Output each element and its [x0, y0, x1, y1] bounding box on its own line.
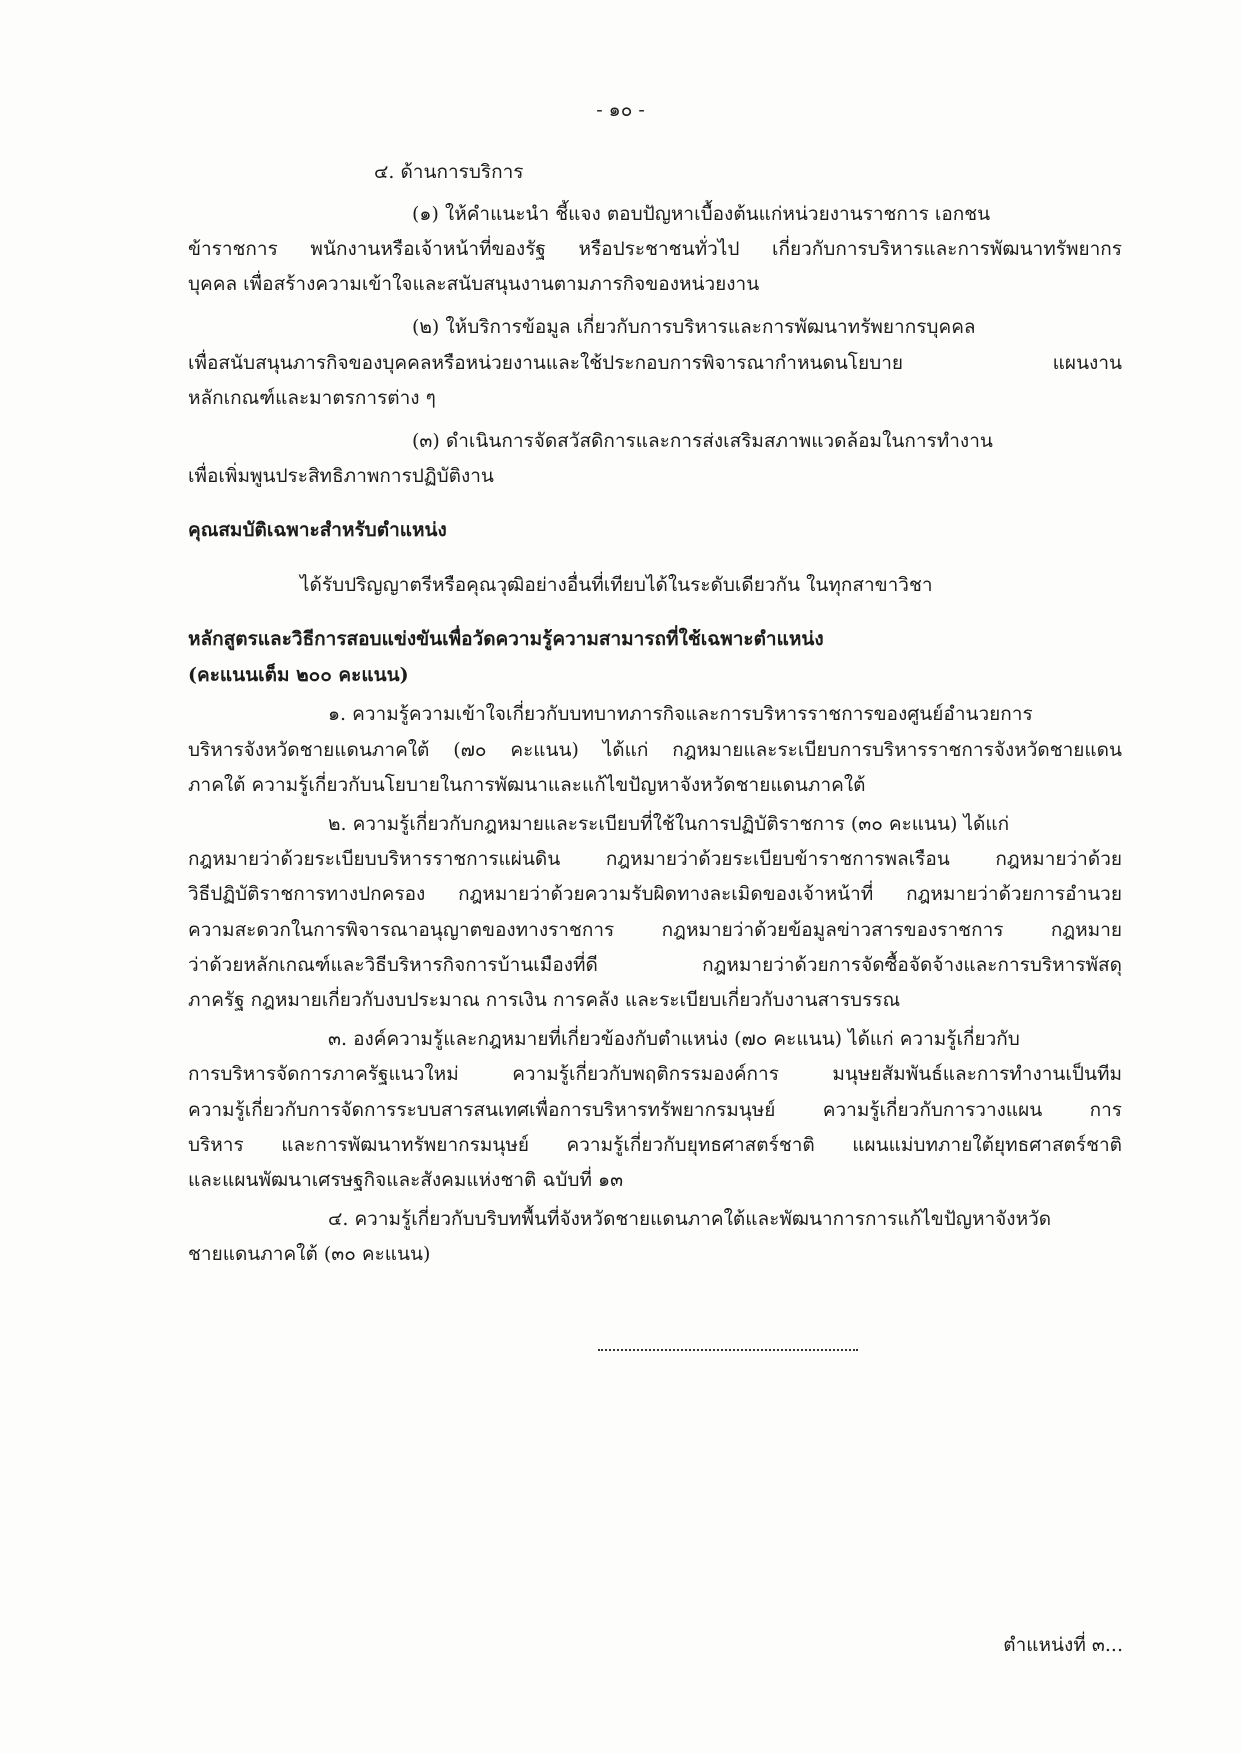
- paragraph-line: ๑. ความรู้ความเข้าใจเกี่ยวกับบทบาทภารกิจและการบริหารราชการของศูนย์อำนวยการ: [328, 703, 1033, 725]
- paragraph-line: ๔. ความรู้เกี่ยวกับบริบทพื้นที่จังหวัดชายแดนภาคใต้และพัฒนาการการแก้ไขปัญหาจังหวัด: [328, 1208, 1052, 1230]
- paragraph-line: ภาครัฐ กฎหมายเกี่ยวกับงบประมาณ การเงิน การคลัง และระเบียบเกี่ยวกับงานสารบรรณ: [188, 989, 901, 1011]
- paragraph-line: กฎหมายว่าด้วยระเบียบบริหารราชการแผ่นดิน กฎหมายว่าด้วยระเบียบข้าราชการพลเรือน กฎหมายว่าด้วย: [188, 848, 1122, 870]
- paragraph-line: ๒. ความรู้เกี่ยวกับกฎหมายและระเบียบที่ใช้ในการปฏิบัติราชการ (๓๐ คะแนน) ได้แก่: [328, 813, 1010, 835]
- continuation-note: ตำแหน่งที่ ๓...: [1003, 1634, 1123, 1656]
- curriculum-subheading: (คะแนนเต็ม ๒๐๐ คะแนน): [188, 664, 409, 686]
- paragraph-line: ชายแดนภาคใต้ (๓๐ คะแนน): [188, 1243, 431, 1265]
- paragraph-line: บุคคล เพื่อสร้างความเข้าใจและสนับสนุนงานตามภารกิจของหน่วยงาน: [188, 273, 760, 295]
- paragraph-line: (๒) ให้บริการข้อมูล เกี่ยวกับการบริหารและการพัฒนาทรัพยากรบุคคล: [412, 316, 976, 338]
- paragraph-line: ภาคใต้ ความรู้เกี่ยวกับนโยบายในการพัฒนาและแก้ไขปัญหาจังหวัดชายแดนภาคใต้: [188, 774, 866, 796]
- paragraph-line: และแผนพัฒนาเศรษฐกิจและสังคมแห่งชาติ ฉบับที่ ๑๓: [188, 1169, 624, 1191]
- section-heading: ๔. ด้านการบริการ: [374, 161, 524, 183]
- page-number: - ๑๐ -: [596, 99, 645, 121]
- paragraph-line: (๓) ดำเนินการจัดสวัสดิการและการส่งเสริมสภาพแวดล้อมในการทำงาน: [412, 430, 993, 452]
- paragraph-line: การบริหารจัดการภาครัฐแนวใหม่ ความรู้เกี่ยวกับพฤติกรรมองค์การ มนุษยสัมพันธ์และการทำงานเป็นทีม: [188, 1063, 1122, 1085]
- paragraph-line: ความสะดวกในการพิจารณาอนุญาตของทางราชการ กฎหมายว่าด้วยข้อมูลข่าวสารของราชการ กฎหมาย: [188, 919, 1122, 941]
- paragraph-line: (๑) ให้คำแนะนำ ชี้แจง ตอบปัญหาเบื้องต้นแก่หน่วยงานราชการ เอกชน: [412, 203, 991, 225]
- end-dotted-line: [598, 1349, 858, 1351]
- paragraph-line: หลักเกณฑ์และมาตรการต่าง ๆ: [188, 387, 436, 409]
- paragraph-line: เพื่อเพิ่มพูนประสิทธิภาพการปฏิบัติงาน: [188, 465, 494, 487]
- curriculum-heading: หลักสูตรและวิธีการสอบแข่งขันเพื่อวัดความรู้ความสามารถที่ใช้เฉพาะตำแหน่ง: [188, 628, 824, 650]
- paragraph-line: บริหาร และการพัฒนาทรัพยากรมนุษย์ ความรู้เกี่ยวกับยุทธศาสตร์ชาติ แผนแม่บทภายใต้ยุทธศาสตร์ชาติ: [188, 1134, 1122, 1156]
- paragraph-line: ความรู้เกี่ยวกับการจัดการระบบสารสนเทศเพื่อการบริหารทรัพยากรมนุษย์ ความรู้เกี่ยวกับการวางแผน การ: [188, 1099, 1122, 1121]
- paragraph-line: บริหารจังหวัดชายแดนภาคใต้ (๗๐ คะแนน) ได้แก่ กฎหมายและระเบียบการบริหารราชการจังหวัดชายแดน: [188, 739, 1122, 761]
- paragraph-line: วิธีปฏิบัติราชการทางปกครอง กฎหมายว่าด้วยความรับผิดทางละเมิดของเจ้าหน้าที่ กฎหมายว่าด้วยการอำนวย: [188, 883, 1122, 905]
- paragraph-line: ว่าด้วยหลักเกณฑ์และวิธีบริหารกิจการบ้านเมืองที่ดี กฎหมายว่าด้วยการจัดซื้อจัดจ้างและการบริหารพัสดุ: [188, 954, 1122, 976]
- paragraph-line: ข้าราชการ พนักงานหรือเจ้าหน้าที่ของรัฐ หรือประชาชนทั่วไป เกี่ยวกับการบริหารและการพัฒนาทรัพยากร: [188, 238, 1122, 260]
- qualifications-heading: คุณสมบัติเฉพาะสำหรับตำแหน่ง: [188, 519, 447, 541]
- qualifications-text: ได้รับปริญญาตรีหรือคุณวุฒิอย่างอื่นที่เทียบได้ในระดับเดียวกัน ในทุกสาขาวิชา: [300, 574, 933, 596]
- paragraph-line: ๓. องค์ความรู้และกฎหมายที่เกี่ยวข้องกับตำแหน่ง (๗๐ คะแนน) ได้แก่ ความรู้เกี่ยวกับ: [328, 1028, 1020, 1050]
- paragraph-line: เพื่อสนับสนุนภารกิจของบุคคลหรือหน่วยงานและใช้ประกอบการพิจารณากำหนดนโยบาย แผนงาน: [188, 352, 1122, 374]
